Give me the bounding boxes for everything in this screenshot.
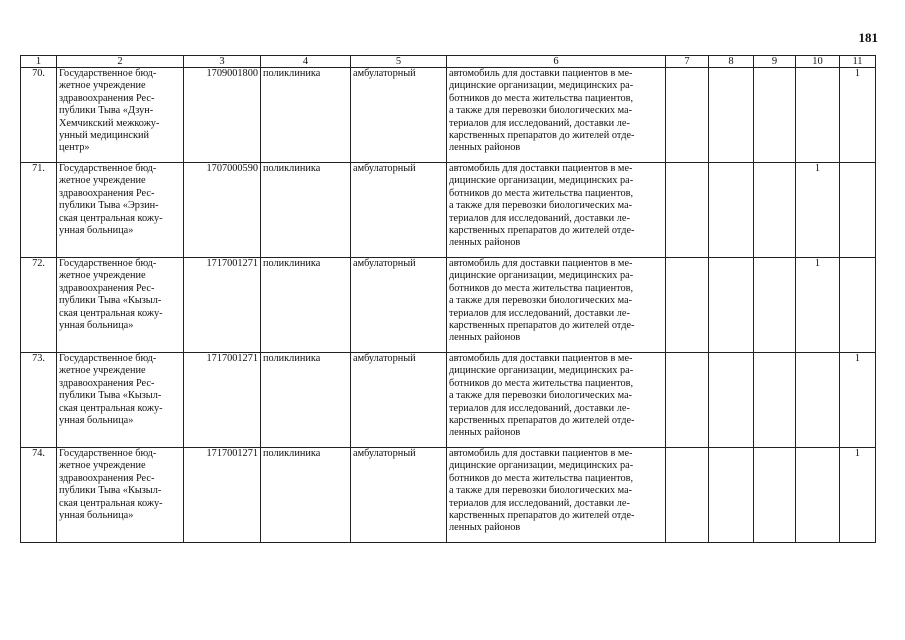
- col-8-value: [709, 353, 754, 448]
- col-7-value: [666, 163, 709, 258]
- col-11-value: 1: [840, 68, 876, 163]
- institution-name: Государственное бюд- жетное учреждение здравоохранения Рес- публики Тыва «Эрзин- ская центральная кожу- унная больница»: [57, 163, 184, 258]
- col-8-value: [709, 448, 754, 543]
- institution-name: Государственное бюд- жетное учреждение здравоохранения Рес- публики Тыва «Кызыл- ская центральная кожу- унная больница»: [57, 258, 184, 353]
- col-9-value: [754, 68, 796, 163]
- column-number-header-row: [21, 56, 876, 68]
- care-mode: амбулаторный: [351, 258, 447, 353]
- unit-type: поликлиника: [261, 68, 351, 163]
- col-10-value: 1: [796, 163, 840, 258]
- row-number: 72.: [21, 258, 57, 353]
- table-row: [21, 68, 876, 163]
- care-mode: амбулаторный: [351, 163, 447, 258]
- institution-code: 1707000590: [184, 163, 261, 258]
- col-11-value: 1: [840, 353, 876, 448]
- col-10-value: 1: [796, 258, 840, 353]
- col-9-value: [754, 448, 796, 543]
- row-number: 70.: [21, 68, 57, 163]
- column-header: 6: [447, 56, 666, 68]
- institution-code: 1709001800: [184, 68, 261, 163]
- vehicle-purpose: автомобиль для доставки пациентов в ме- дицинские организации, медицинских ра- ботников до места жительства пациентов, а также для перевозки биологических ма- териалов для исследований, доставки ле- карственных препаратов до жителей отде- ленных районов: [447, 353, 666, 448]
- column-header: 1: [21, 56, 57, 68]
- col-7-value: [666, 258, 709, 353]
- row-number: 74.: [21, 448, 57, 543]
- vehicle-purpose: автомобиль для доставки пациентов в ме- дицинские организации, медицинских ра- ботников до места жительства пациентов, а также для перевозки биологических ма- териалов для исследований, доставки ле- карственных препаратов до жителей отде- ленных районов: [447, 68, 666, 163]
- table-row: [21, 163, 876, 258]
- col-10-value: [796, 353, 840, 448]
- column-header: 2: [57, 56, 184, 68]
- col-11-value: [840, 258, 876, 353]
- table-row: [21, 448, 876, 543]
- col-8-value: [709, 258, 754, 353]
- column-header: 3: [184, 56, 261, 68]
- column-header: 4: [261, 56, 351, 68]
- unit-type: поликлиника: [261, 448, 351, 543]
- institution-code: 1717001271: [184, 448, 261, 543]
- column-header: 9: [754, 56, 796, 68]
- page-number: 181: [858, 30, 878, 45]
- vehicle-registry-table: [20, 55, 876, 543]
- row-number: 71.: [21, 163, 57, 258]
- col-7-value: [666, 448, 709, 543]
- column-header: 11: [840, 56, 876, 68]
- col-10-value: [796, 448, 840, 543]
- table-row: [21, 353, 876, 448]
- col-8-value: [709, 163, 754, 258]
- unit-type: поликлиника: [261, 353, 351, 448]
- col-7-value: [666, 68, 709, 163]
- col-9-value: [754, 163, 796, 258]
- table-row: [21, 258, 876, 353]
- unit-type: поликлиника: [261, 163, 351, 258]
- col-7-value: [666, 353, 709, 448]
- institution-name: Государственное бюд- жетное учреждение здравоохранения Рес- публики Тыва «Дзун- Хемчикский межкожу- унный медицинский центр»: [57, 68, 184, 163]
- col-11-value: [840, 163, 876, 258]
- unit-type: поликлиника: [261, 258, 351, 353]
- column-header: 5: [351, 56, 447, 68]
- care-mode: амбулаторный: [351, 448, 447, 543]
- row-number: 73.: [21, 353, 57, 448]
- vehicle-purpose: автомобиль для доставки пациентов в ме- дицинские организации, медицинских ра- ботников до места жительства пациентов, а также для перевозки биологических ма- териалов для исследований, доставки ле- карственных препаратов до жителей отде- ленных районов: [447, 163, 666, 258]
- column-header: 7: [666, 56, 709, 68]
- institution-name: Государственное бюд- жетное учреждение здравоохранения Рес- публики Тыва «Кызыл- ская центральная кожу- унная больница»: [57, 448, 184, 543]
- col-9-value: [754, 353, 796, 448]
- col-9-value: [754, 258, 796, 353]
- col-11-value: 1: [840, 448, 876, 543]
- care-mode: амбулаторный: [351, 68, 447, 163]
- vehicle-purpose: автомобиль для доставки пациентов в ме- дицинские организации, медицинских ра- ботников до места жительства пациентов, а также для перевозки биологических ма- териалов для исследований, доставки ле- карственных препаратов до жителей отде- ленных районов: [447, 258, 666, 353]
- vehicle-purpose: автомобиль для доставки пациентов в ме- дицинские организации, медицинских ра- ботников до места жительства пациентов, а также для перевозки биологических ма- териалов для исследований, доставки ле- карственных препаратов до жителей отде- ленных районов: [447, 448, 666, 543]
- institution-code: 1717001271: [184, 353, 261, 448]
- column-header: 8: [709, 56, 754, 68]
- institution-name: Государственное бюд- жетное учреждение здравоохранения Рес- публики Тыва «Кызыл- ская центральная кожу- унная больница»: [57, 353, 184, 448]
- col-10-value: [796, 68, 840, 163]
- col-8-value: [709, 68, 754, 163]
- institution-code: 1717001271: [184, 258, 261, 353]
- care-mode: амбулаторный: [351, 353, 447, 448]
- column-header: 10: [796, 56, 840, 68]
